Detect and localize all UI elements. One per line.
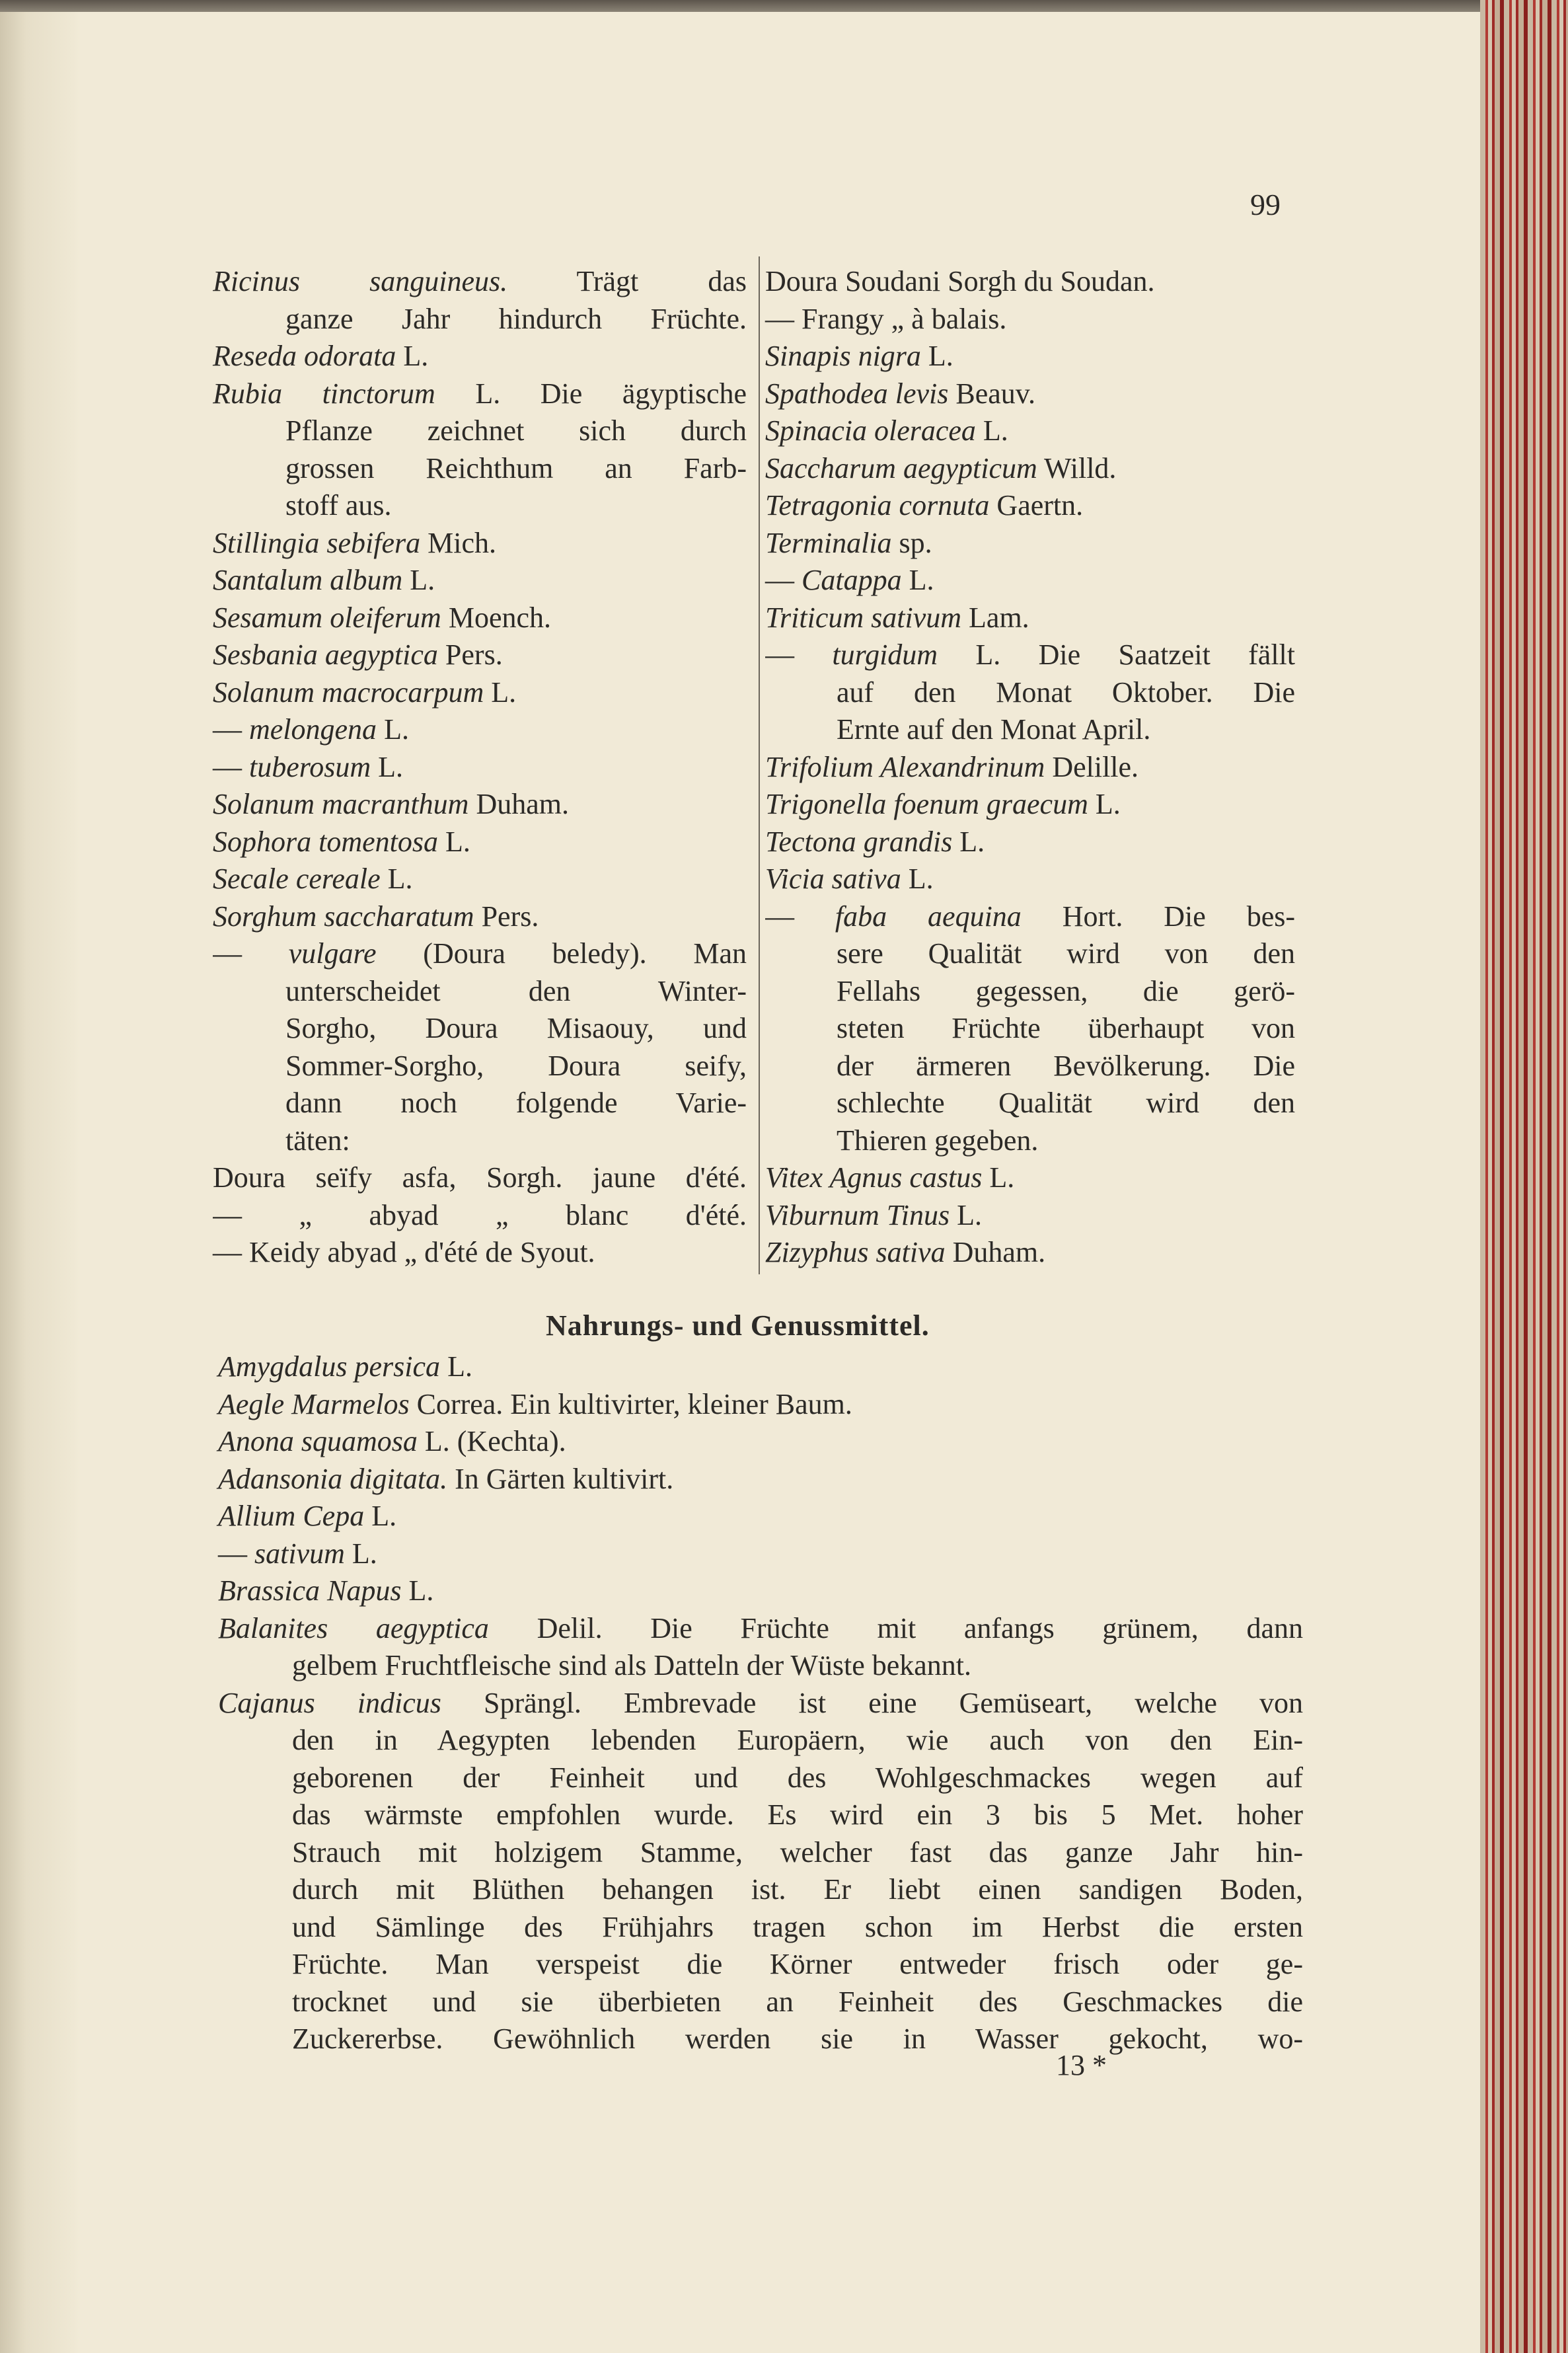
left-column-line: ganze Jahr hindurch Früchte. <box>285 302 747 335</box>
right-column-line: Sinapis nigra L. <box>765 340 953 372</box>
right-column-line: Tetragonia cornuta Gaertn. <box>765 489 1084 521</box>
page-edges <box>1480 0 1568 2353</box>
left-column-line: Solanum macranthum Duham. <box>213 788 569 820</box>
body-line: Strauch mit holzigem Stamme, welcher fast das ganze Jahr hin- <box>292 1835 1303 1869</box>
left-column-line: stoff aus. <box>285 489 392 521</box>
right-column-line: sere Qualität wird von den <box>837 937 1295 970</box>
body-line: Zuckererbse. Gewöhnlich werden sie in Wasser gekocht, wo- <box>292 2023 1303 2055</box>
right-column-line: steten Früchte überhaupt von <box>837 1012 1295 1044</box>
right-column-line: Fellahs gegessen, die gerö- <box>837 974 1295 1007</box>
body-line: Anona squamosa L. (Kechta). <box>218 1425 566 1457</box>
signature-mark: 13 * <box>1056 2049 1107 2081</box>
body-line: durch mit Blüthen behangen ist. Er liebt einen sandigen Boden, <box>292 1873 1303 1906</box>
left-column-line: Solanum macrocarpum L. <box>213 675 517 709</box>
right-column-line: Vitex Agnus castus L. <box>765 1161 1015 1194</box>
right-column-line: schlechte Qualität wird den <box>837 1087 1295 1119</box>
left-column-line: Doura seïfy asfa, Sorgh. jaune d'été. <box>213 1161 747 1194</box>
left-column-line: Sommer-Sorgho, Doura seify, <box>285 1049 747 1082</box>
page-gutter <box>0 12 79 2353</box>
body-line: Adansonia digitata. In Gärten kultivirt. <box>218 1462 674 1495</box>
left-column-line: — Keidy abyad „ d'été de Syout. <box>213 1236 595 1268</box>
body-line: Brassica Napus L. <box>218 1574 434 1607</box>
right-column-line: Spathodea levis Beauv. <box>765 377 1035 410</box>
body-line: und Sämlinge des Frühjahrs tragen schon im Herbst die ersten <box>292 1910 1303 1943</box>
right-column-line: Ernte auf den Monat April. <box>837 713 1151 746</box>
right-column-line: Zizyphus sativa Duham. <box>765 1236 1046 1268</box>
left-column-line: Sorgho, Doura Misaouy, und <box>285 1012 747 1044</box>
left-column-line: Pflanze zeichnet sich durch <box>285 414 747 447</box>
right-column-line: — Catappa L. <box>765 564 934 596</box>
right-column-line: Spinacia oleracea L. <box>765 414 1008 447</box>
right-column-line: Trigonella foenum graecum L. <box>765 788 1121 820</box>
right-column-line: — turgidum L. Die Saatzeit fällt <box>765 638 1295 671</box>
right-column-line: Vicia sativa L. <box>765 863 934 895</box>
left-column-line: Sesbania aegyptica Pers. <box>213 638 503 671</box>
left-column-line: Secale cereale L. <box>213 863 413 895</box>
body-line: gelbem Fruchtfleische sind als Datteln der Wüste bekannt. <box>292 1649 972 1681</box>
right-column-line: Tectona grandis L. <box>765 825 985 858</box>
section-heading: Nahrungs- und Genussmittel. <box>546 1309 930 1342</box>
body-line: Allium Cepa L. <box>218 1500 397 1532</box>
left-column-line: — vulgare (Doura beledy). Man <box>213 937 747 970</box>
body-line: Cajanus indicus Sprängl. Embrevade ist eine Gemüseart, welche von <box>218 1686 1303 1719</box>
column-divider <box>759 256 760 1274</box>
right-column-line: Terminalia sp. <box>765 526 932 559</box>
left-column-line: Reseda odorata L. <box>213 340 429 372</box>
left-column-line: — melongena L. <box>213 713 409 746</box>
left-column-line: dann noch folgende Varie- <box>285 1087 747 1119</box>
body-line: Aegle Marmelos Correa. Ein kultivirter, kleiner Baum. <box>218 1387 852 1420</box>
left-column-line: Sorghum saccharatum Pers. <box>213 900 539 933</box>
body-line: trocknet und sie überbieten an Feinheit des Geschmackes die <box>292 1985 1303 2018</box>
right-column-line: Saccharum aegypticum Willd. <box>765 451 1117 484</box>
right-column-line: — faba aequina Hort. Die bes- <box>765 900 1295 933</box>
right-column-line: Viburnum Tinus L. <box>765 1198 983 1231</box>
body-line: das wärmste empfohlen wurde. Es wird ein 3 bis 5 Met. hoher <box>292 1798 1303 1831</box>
right-column-line: Doura Soudani Sorgh du Soudan. <box>765 265 1155 297</box>
top-edge <box>0 0 1568 12</box>
body-line: Balanites aegyptica Delil. Die Früchte mit anfangs grünem, dann <box>218 1611 1303 1644</box>
left-column-line: grossen Reichthum an Farb- <box>285 451 747 484</box>
body-line: Früchte. Man verspeist die Körner entweder frisch oder ge- <box>292 1948 1303 1980</box>
right-column-line: der ärmeren Bevölkerung. Die <box>837 1049 1295 1082</box>
left-column-line: unterscheidet den Winter- <box>285 974 747 1007</box>
right-column-line: Thieren gegeben. <box>837 1124 1039 1157</box>
left-column-line: Sesamum oleiferum Moench. <box>213 601 552 634</box>
left-column-line: täten: <box>285 1124 350 1157</box>
body-line: — sativum L. <box>218 1537 377 1570</box>
left-column-line: — tuberosum L. <box>213 750 404 783</box>
left-column-line: — „ abyad „ blanc d'été. <box>213 1198 747 1231</box>
right-column-line: — Frangy „ à balais. <box>765 302 1007 335</box>
left-column-line: Santalum album L. <box>213 564 435 596</box>
left-column-line: Sophora tomentosa L. <box>213 825 470 858</box>
body-line: Amygdalus persica L. <box>218 1350 472 1383</box>
left-column-line: Ricinus sanguineus. Trägt das <box>213 265 747 297</box>
right-column-line: Trifolium Alexandrinum Delille. <box>765 750 1139 783</box>
right-column-line: Triticum sativum Lam. <box>765 601 1029 634</box>
body-line: den in Aegypten lebenden Europäern, wie auch von den Ein- <box>292 1724 1303 1756</box>
page-number: 99 <box>1250 188 1281 221</box>
right-column-line: auf den Monat Oktober. Die <box>837 675 1295 709</box>
left-column-line: Stillingia sebifera Mich. <box>213 526 496 559</box>
left-column-line: Rubia tinctorum L. Die ägyptische <box>213 377 747 410</box>
body-line: geborenen der Feinheit und des Wohlgeschmackes wegen auf <box>292 1761 1303 1794</box>
